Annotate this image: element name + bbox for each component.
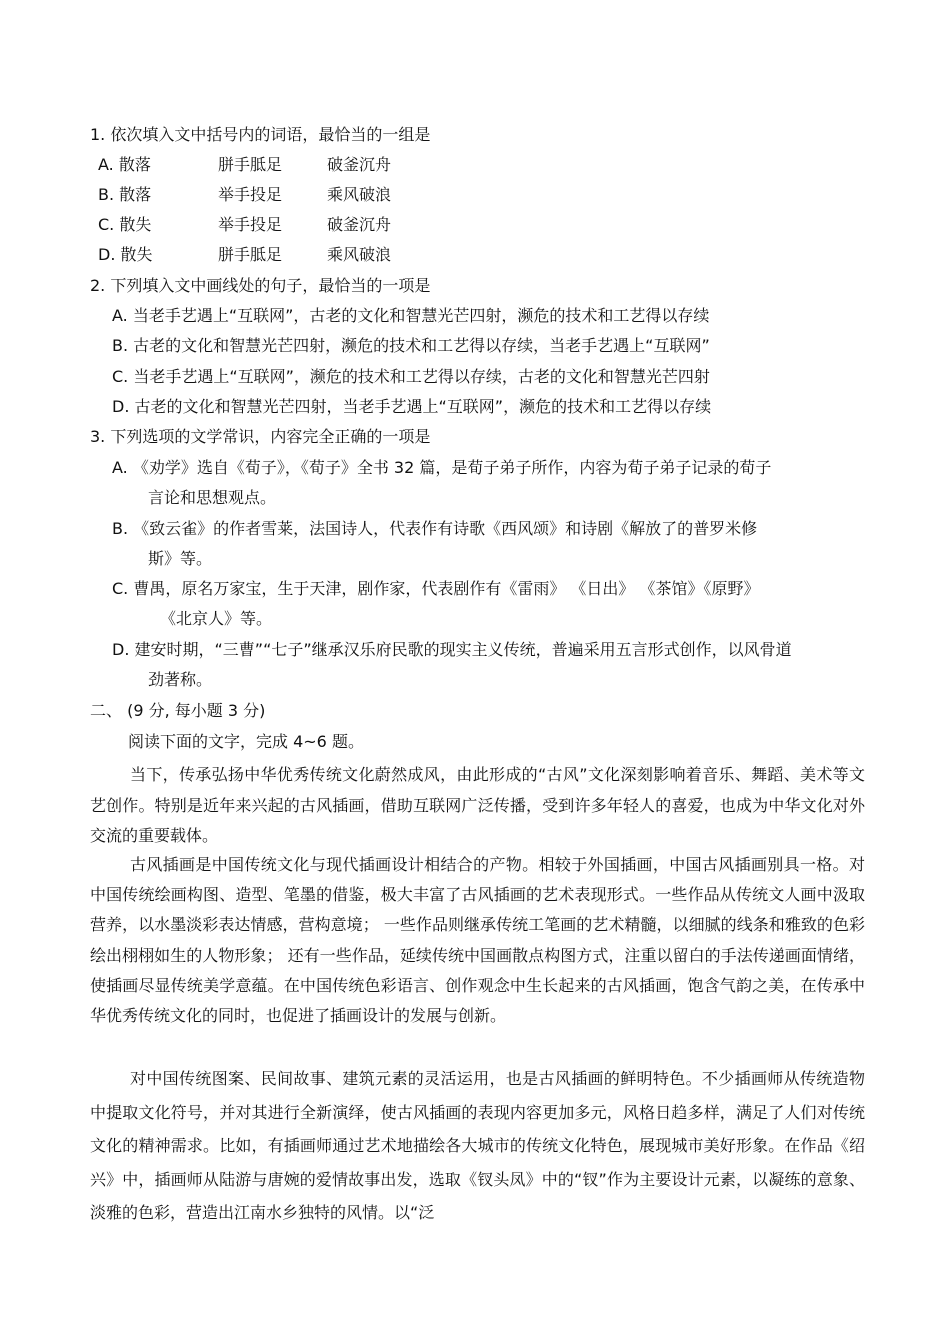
passage-paragraph-1 [90,760,865,852]
q2-option-d: D. 古老的文化和智慧光芒四射，当老手艺遇上“互联网”，濒危的技术和工艺得以存续 [112,397,712,416]
q2-option-c: C. 当老手艺遇上“互联网”，濒危的技术和工艺得以存续，古老的文化和智慧光芒四射 [112,367,710,386]
q1-stem: 1. 依次填入文中括号内的词语，最恰当的一组是 [90,125,431,144]
q1-option-word3: 乘风破浪 [327,185,392,204]
q3-option-a-line2: 言论和思想观点。 [148,488,277,507]
q3-option-b-line2: 斯》等。 [148,549,213,568]
q3-option-c-line2: 《北京人》等。 [160,609,273,628]
q3-option-a-line1: A. 《劝学》选自《荀子》，《荀子》全书 32 篇，是荀子弟子所作，内容为荀子弟子记录的荀子 [112,458,772,477]
q3-option-b-line1: B. 《致云雀》的作者雪莱，法国诗人，代表作有诗歌《西风颂》和诗剧《解放了的普罗米修 [112,519,758,538]
paragraph-text: 对中国传统图案、民间故事、建筑元素的灵活运用，也是古风插画的鲜明特色。不少插画师从传统造物中提取文化符号，并对其进行全新演绎，使古风插画的表现内容更加多元，风格日趋多样，满足了人们对传统文化的精神需求。比如，有插画师通过艺术地描绘各大城市的传统文化特色，展现城市美好形象。在作品《绍兴》中，插画师从陆游与唐婉的爱情故事出发，选取《钗头凤》中的“钗”作为主要设计元素，以凝练的意象、淡雅的色彩，营造出江南水乡独特的风情。以“泛 [90,1069,865,1222]
section-heading: 二、 (9 分, 每小题 3 分) [90,701,266,720]
q2-option-b: B. 古老的文化和智慧光芒四射，濒危的技术和工艺得以存续，当老手艺遇上“互联网” [112,336,710,355]
section-instruction: 阅读下面的文字，完成 4~6 题。 [128,732,364,751]
paragraph-text: 古风插画是中国传统文化与现代插画设计相结合的产物。相较于外国插画，中国古风插画别具一格。对中国传统绘画构图、造型、笔墨的借鉴，极大丰富了古风插画的艺术表现形式。一些作品从传统文人画中汲取营养，以水墨淡彩表达情感，营构意境； 一些作品则继承传统工笔画的艺术精髓，以细腻的线条和雅致的色彩绘出栩栩如生的人物形象； 还有一些作品，延续传统中国画散点构图方式，注重以留白的手法传递画面情绪，使插画尽显传统美学意蕴。在中国传统色彩语言、创作观念中生长起来的古风插画，饱含气韵之美，在传承中华优秀传统文化的同时，也促进了插画设计的发展与创新。 [90,855,865,1026]
q3-stem: 3. 下列选项的文学常识，内容完全正确的一项是 [90,427,431,446]
q2-option-a: A. 当老手艺遇上“互联网”，古老的文化和智慧光芒四射，濒危的技术和工艺得以存续 [112,306,710,325]
q2-stem: 2. 下列填入文中画线处的句子，最恰当的一项是 [90,276,431,295]
q3-option-c-line1: C. 曹禺，原名万家宝，生于天津，剧作家，代表剧作有《雷雨》 《日出》 《茶馆》《原野》 [112,579,760,598]
q1-option-word2: 胼手胝足 [218,245,283,264]
q1-option-word1: B. 散落 [98,185,152,204]
q3-option-d-line1: D. 建安时期，“三曹”“七子”继承汉乐府民歌的现实主义传统，普遍采用五言形式创作，以风骨道 [112,640,792,659]
q1-option-word2: 胼手胝足 [218,155,283,174]
q1-option-word3: 破釜沉舟 [327,155,392,174]
q1-option-word2: 举手投足 [218,215,283,234]
q1-option-word2: 举手投足 [218,185,283,204]
q1-option-word1: D. 散失 [98,245,153,264]
passage-paragraph-2 [90,850,865,1031]
q1-option-word3: 破釜沉舟 [327,215,392,234]
passage-paragraph-3 [90,1062,865,1230]
q3-option-d-line2: 劲著称。 [148,670,213,689]
q1-option-word3: 乘风破浪 [327,245,392,264]
q1-option-word1: C. 散失 [98,215,152,234]
paragraph-text: 当下，传承弘扬中华优秀传统文化蔚然成风，由此形成的“古风”文化深刻影响着音乐、舞蹈、美术等文艺创作。特别是近年来兴起的古风插画，借助互联网广泛传播，受到许多年轻人的喜爱，也成为中华文化对外交流的重要载体。 [90,765,865,845]
q1-option-word1: A. 散落 [98,155,151,174]
